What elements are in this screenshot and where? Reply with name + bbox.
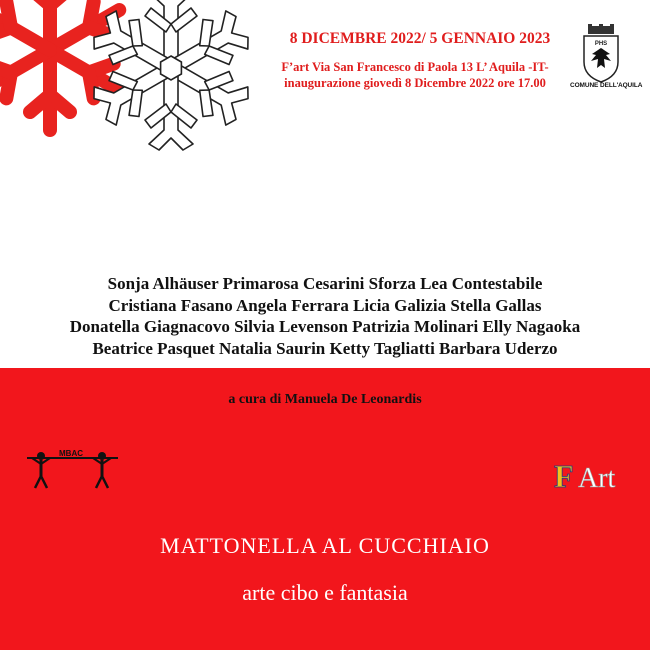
artist-line: Sonja Alhäuser Primarosa Cesarini Sforza Lea Contestabile [107,274,543,293]
artist-line: Beatrice Pasquet Natalia Saurin Ketty Tagliatti Barbara Uderzo [92,338,558,358]
fart-logo-icon [552,456,636,494]
exhibition-dates: 8 DICEMBRE 2022/ 5 GENNAIO 2023 [289,30,551,47]
artist-line: Cristiana Fasano Angela Ferrara Licia Galizia Stella Gallas [108,295,542,315]
curator-credit: a cura di Manuela De Leonardis [228,392,422,407]
exhibition-subtitle: arte cibo e fantasia [242,580,408,605]
venue-address: F’art Via San Francesco di Paola 13 L’ Aquila -IT- [281,60,549,74]
artist-list [0,273,650,359]
white-snowflake-icon [85,0,257,154]
bottom-red-panel [0,368,650,650]
exhibition-title: MATTONELLA AL CUCCHIAIO [160,533,490,558]
fart-logo-letter: F [554,458,574,494]
opening-info: inaugurazione giovedì 8 Dicembre 2022 ore 17.00 [284,76,546,90]
mbac-logo-icon [25,446,120,492]
artist-line: Donatella Giagnacovo Silvia Levenson Patrizia Molinari Elly Nagaoka [69,317,581,336]
mbac-logo-text: MBAC [59,449,83,458]
venue-info [250,59,580,91]
crest-initials: PHS [594,41,608,47]
crest-caption: COMUNE DELL'AQUILA [570,82,643,89]
fart-logo-text: Art [578,463,616,494]
